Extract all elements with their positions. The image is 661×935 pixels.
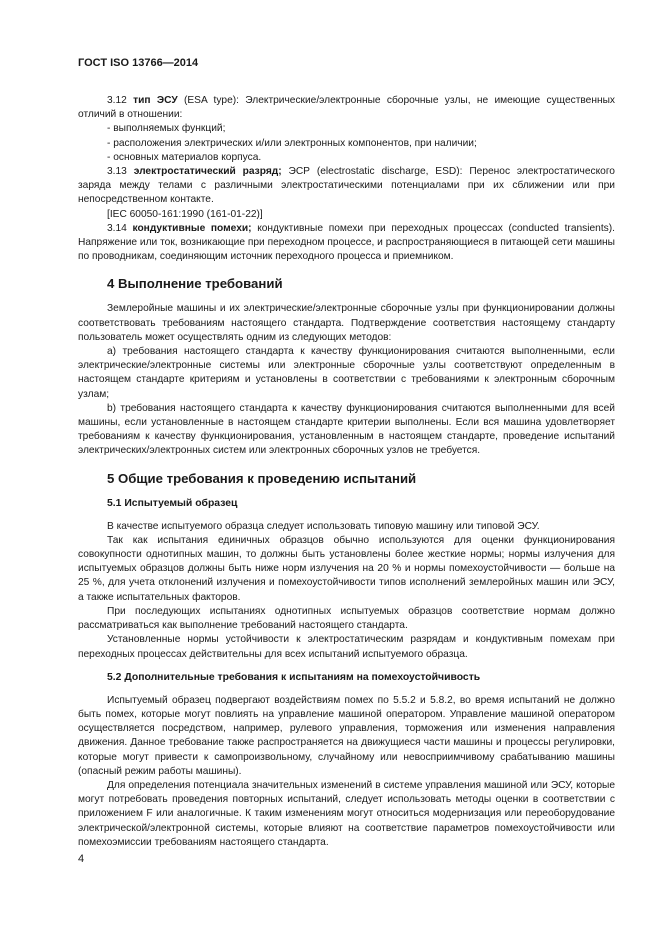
clause-number: 3.13	[107, 166, 127, 178]
clause-text: ЭСР (electrostatic discharge, ESD): Перенос электростатического заряда между телами с различными электростатическими потенциалами при их сближении или при непосредственном контакте.	[78, 166, 615, 206]
subsection-heading-5-1: 5.1 Испытуемый образец	[107, 497, 238, 509]
clause-reference: [IEC 60050-161:1990 (161-01-22)]	[107, 208, 263, 220]
clause-term: электростатический разряд;	[133, 166, 282, 178]
clause-term: кондуктивные помехи;	[132, 222, 252, 234]
spacer	[78, 662, 615, 666]
paragraph: При последующих испытаниях однотипных испытуемых образцов соответствие нормам должно рассматриваться как выполнение требований настоящего стандарта.	[78, 605, 615, 632]
clause-text: кондуктивные помехи при переходных процессах (conducted transients). Напряжение или ток, возникающие при переходном процессе, и распространяющиеся в питающей сети машины по проводникам, соединяющим источник переходного процесса и приемником.	[78, 222, 615, 263]
list-item: - выполняемых функций;	[107, 123, 226, 135]
paragraph: a) требования настоящего стандарта к качеству функционирования считаются выполненными, если электрические/электронные системы или электронные сборочные узлы соответствуют определенным в настоящем стандарте критериям и установлены в соответствии с требованиями к электронным сборочным узлам;	[78, 346, 615, 400]
clause-3-12	[78, 94, 615, 122]
list-item: - основных материалов корпуса.	[107, 151, 262, 163]
document-header: ГОСТ ISO 13766—2014	[78, 57, 199, 69]
paragraph: Землеройные машины и их электрические/электронные сборочные узлы при функционировании должны соответствовать требованиям настоящего стандарта. Подтверждение соответствия настоящему стандарту пользователь может осуществлять одним из следующих методов:	[78, 303, 615, 343]
paragraph: Так как испытания единичных образцов обычно используются для оценки функционирования совокупности однотипных машин, то должны быть установлены более жесткие нормы; нормы излучения для испытуемых образцов должны быть ниже норм излучения на 20 % и нормы помехоустойчивости — больше на 25 %, для учета отклонений излучения и помехоустойчивости типов исполнений землеройных машин или ЭСУ, а также испытательных факторов.	[78, 534, 615, 603]
section-heading-4: 4 Выполнение требований	[107, 276, 283, 292]
clause-3-14	[78, 222, 615, 265]
clause-term: тип ЭСУ	[133, 95, 178, 106]
paragraph: В качестве испытуемого образца следует использовать типовую машину или типовой ЭСУ.	[107, 520, 540, 532]
section-heading-5: 5 Общие требования к проведению испытаний	[107, 470, 417, 486]
list-item: - расположения электрических и/или электронных компонентов, при наличии;	[107, 137, 477, 149]
clause-3-13	[78, 165, 615, 208]
clause-text: (ESA type): Электрические/электронные сборочные узлы, не имеющие существенных отличий в отношении:	[78, 95, 616, 121]
paragraph: Испытуемый образец подвергают воздействиям помех по 5.5.2 и 5.8.2, во время испытаний не должно быть помех, которые могут повлиять на управление машиной оператором. Управление машиной оператором осуществляется посредством, например, рулевого управления, торможения или изменения направления движения. Данное требование также распространяется на движущиеся части машины и процессы регулировки, которые могут привести к самопроизвольному, случайному или невосприимчивому срабатыванию машины (опасный режим работы машины).	[78, 694, 615, 777]
subsection-heading-5-2: 5.2 Дополнительные требования к испытаниям на помехоустойчивость	[107, 671, 481, 683]
paragraph: Установленные нормы устойчивости к электростатическим разрядам и кондуктивным помехам при переходных процессах действительны для всех испытаний испытуемого образца.	[78, 634, 615, 660]
page-number: 4	[78, 853, 85, 865]
document-body	[78, 94, 615, 850]
clause-number: 3.12	[107, 95, 127, 106]
paragraph: Для определения потенциала значительных изменений в системе управления машиной или ЭСУ, которые могут потребовать проведения повторных испытаний, следует использовать методы оценки в соответствии с приложением F или аналогичные. К таким изменениям могут относиться модернизация или переоборудование электрической/электронной системы, которые влияют на соответствие параметров помехоустойчивости или помехоэмиссии требованиям настоящего стандарта.	[78, 779, 615, 848]
paragraph: b) требования настоящего стандарта к качеству функционирования считаются выполненными для всей машины, если установленные в настоящем стандарте критерии выполнены. Если вся машина удовлетворяет требованиям к качеству функционирования, установленным в настоящем стандарте, проведение испытаний электрических/электронных систем или электронных сборочных узлов не требуется.	[78, 402, 615, 457]
clause-number: 3.14	[107, 222, 127, 234]
